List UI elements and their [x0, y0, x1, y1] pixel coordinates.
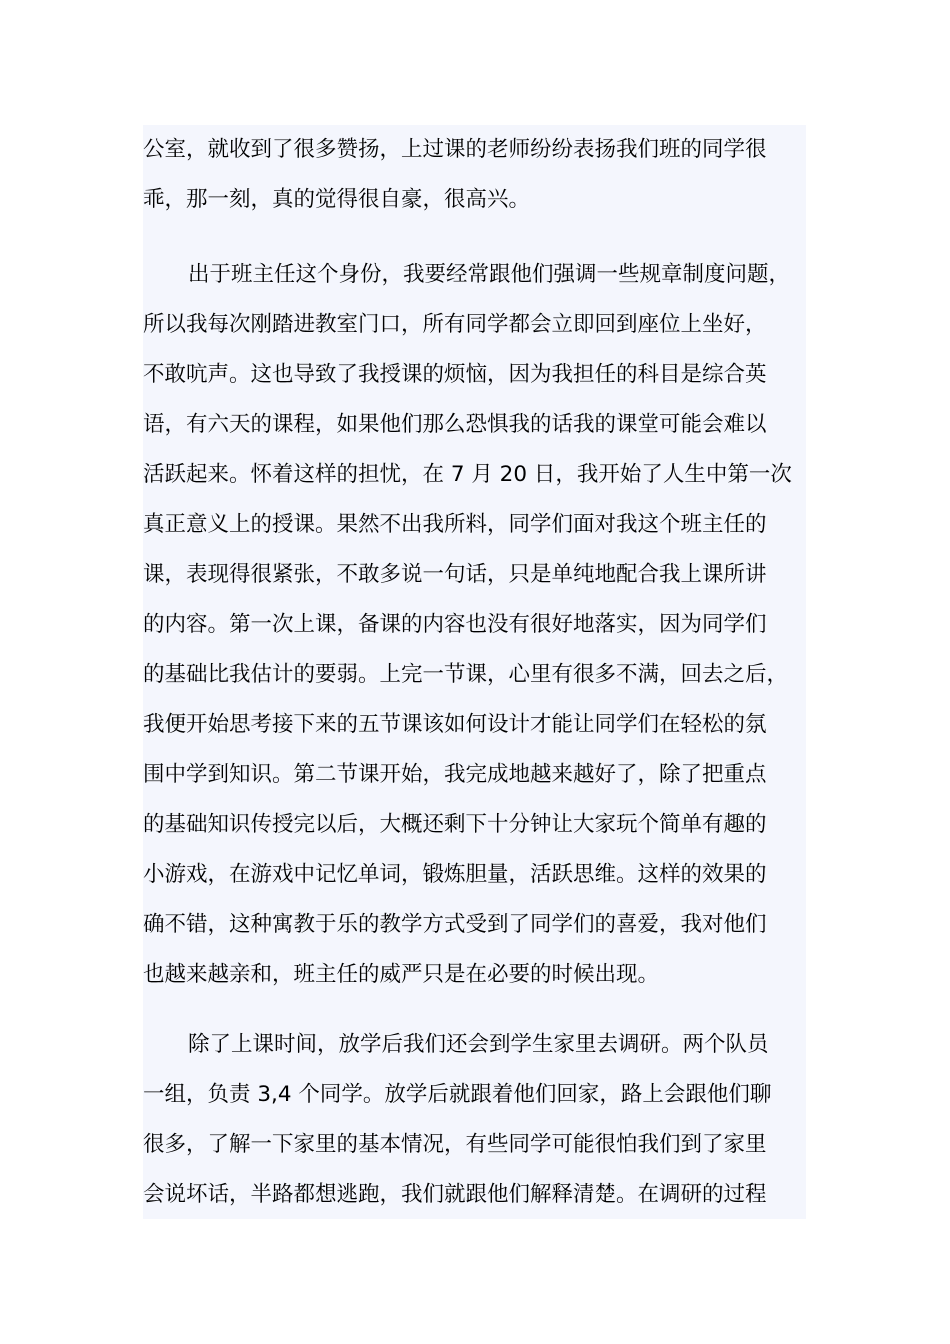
text-line: 也越来越亲和，班主任的威严只是在必要的时候出现。	[143, 962, 660, 987]
text-line: 活跃起来。怀着这样的担忧，在 7 月 20 日，我开始了人生中第一次	[143, 462, 792, 487]
text-line: 围中学到知识。第二节课开始，我完成地越来越好了，除了把重点	[143, 762, 767, 787]
text-line: 一组，负责 3,4 个同学。放学后就跟着他们回家，路上会跟他们聊	[143, 1082, 772, 1107]
paragraph-start-line: 除了上课时间，放学后我们还会到学生家里去调研。两个队员	[188, 1032, 769, 1057]
text-line: 真正意义上的授课。果然不出我所料，同学们面对我这个班主任的	[143, 512, 767, 537]
text-line: 的基础比我估计的要弱。上完一节课，心里有很多不满，回去之后，	[143, 662, 789, 687]
text-line: 很多，了解一下家里的基本情况，有些同学可能很怕我们到了家里	[143, 1132, 767, 1157]
text-line: 确不错，这种寓教于乐的教学方式受到了同学们的喜爱，我对他们	[143, 912, 767, 937]
paragraph-start-line: 出于班主任这个身份，我要经常跟他们强调一些规章制度问题，	[188, 262, 791, 287]
text-line: 乖，那一刻，真的觉得很自豪，很高兴。	[143, 187, 531, 212]
text-line: 的内容。第一次上课，备课的内容也没有很好地落实，因为同学们	[143, 612, 767, 637]
body-text	[143, 125, 806, 1219]
text-line: 语，有六天的课程，如果他们那么恐惧我的话我的课堂可能会难以	[143, 412, 767, 437]
text-line: 小游戏，在游戏中记忆单词，锻炼胆量，活跃思维。这样的效果的	[143, 862, 767, 887]
text-line: 的基础知识传授完以后，大概还剩下十分钟让大家玩个简单有趣的	[143, 812, 767, 837]
text-line: 不敢吭声。这也导致了我授课的烦恼，因为我担任的科目是综合英	[143, 362, 767, 387]
text-line: 所以我每次刚踏进教室门口，所有同学都会立即回到座位上坐好，	[143, 312, 767, 337]
text-line: 课，表现得很紧张，不敢多说一句话，只是单纯地配合我上课所讲	[143, 562, 767, 587]
text-line: 我便开始思考接下来的五节课该如何设计才能让同学们在轻松的氛	[143, 712, 767, 737]
text-line: 公室，就收到了很多赞扬，上过课的老师纷纷表扬我们班的同学很	[143, 137, 767, 162]
text-line: 会说坏话，半路都想逃跑，我们就跟他们解释清楚。在调研的过程	[143, 1182, 767, 1207]
